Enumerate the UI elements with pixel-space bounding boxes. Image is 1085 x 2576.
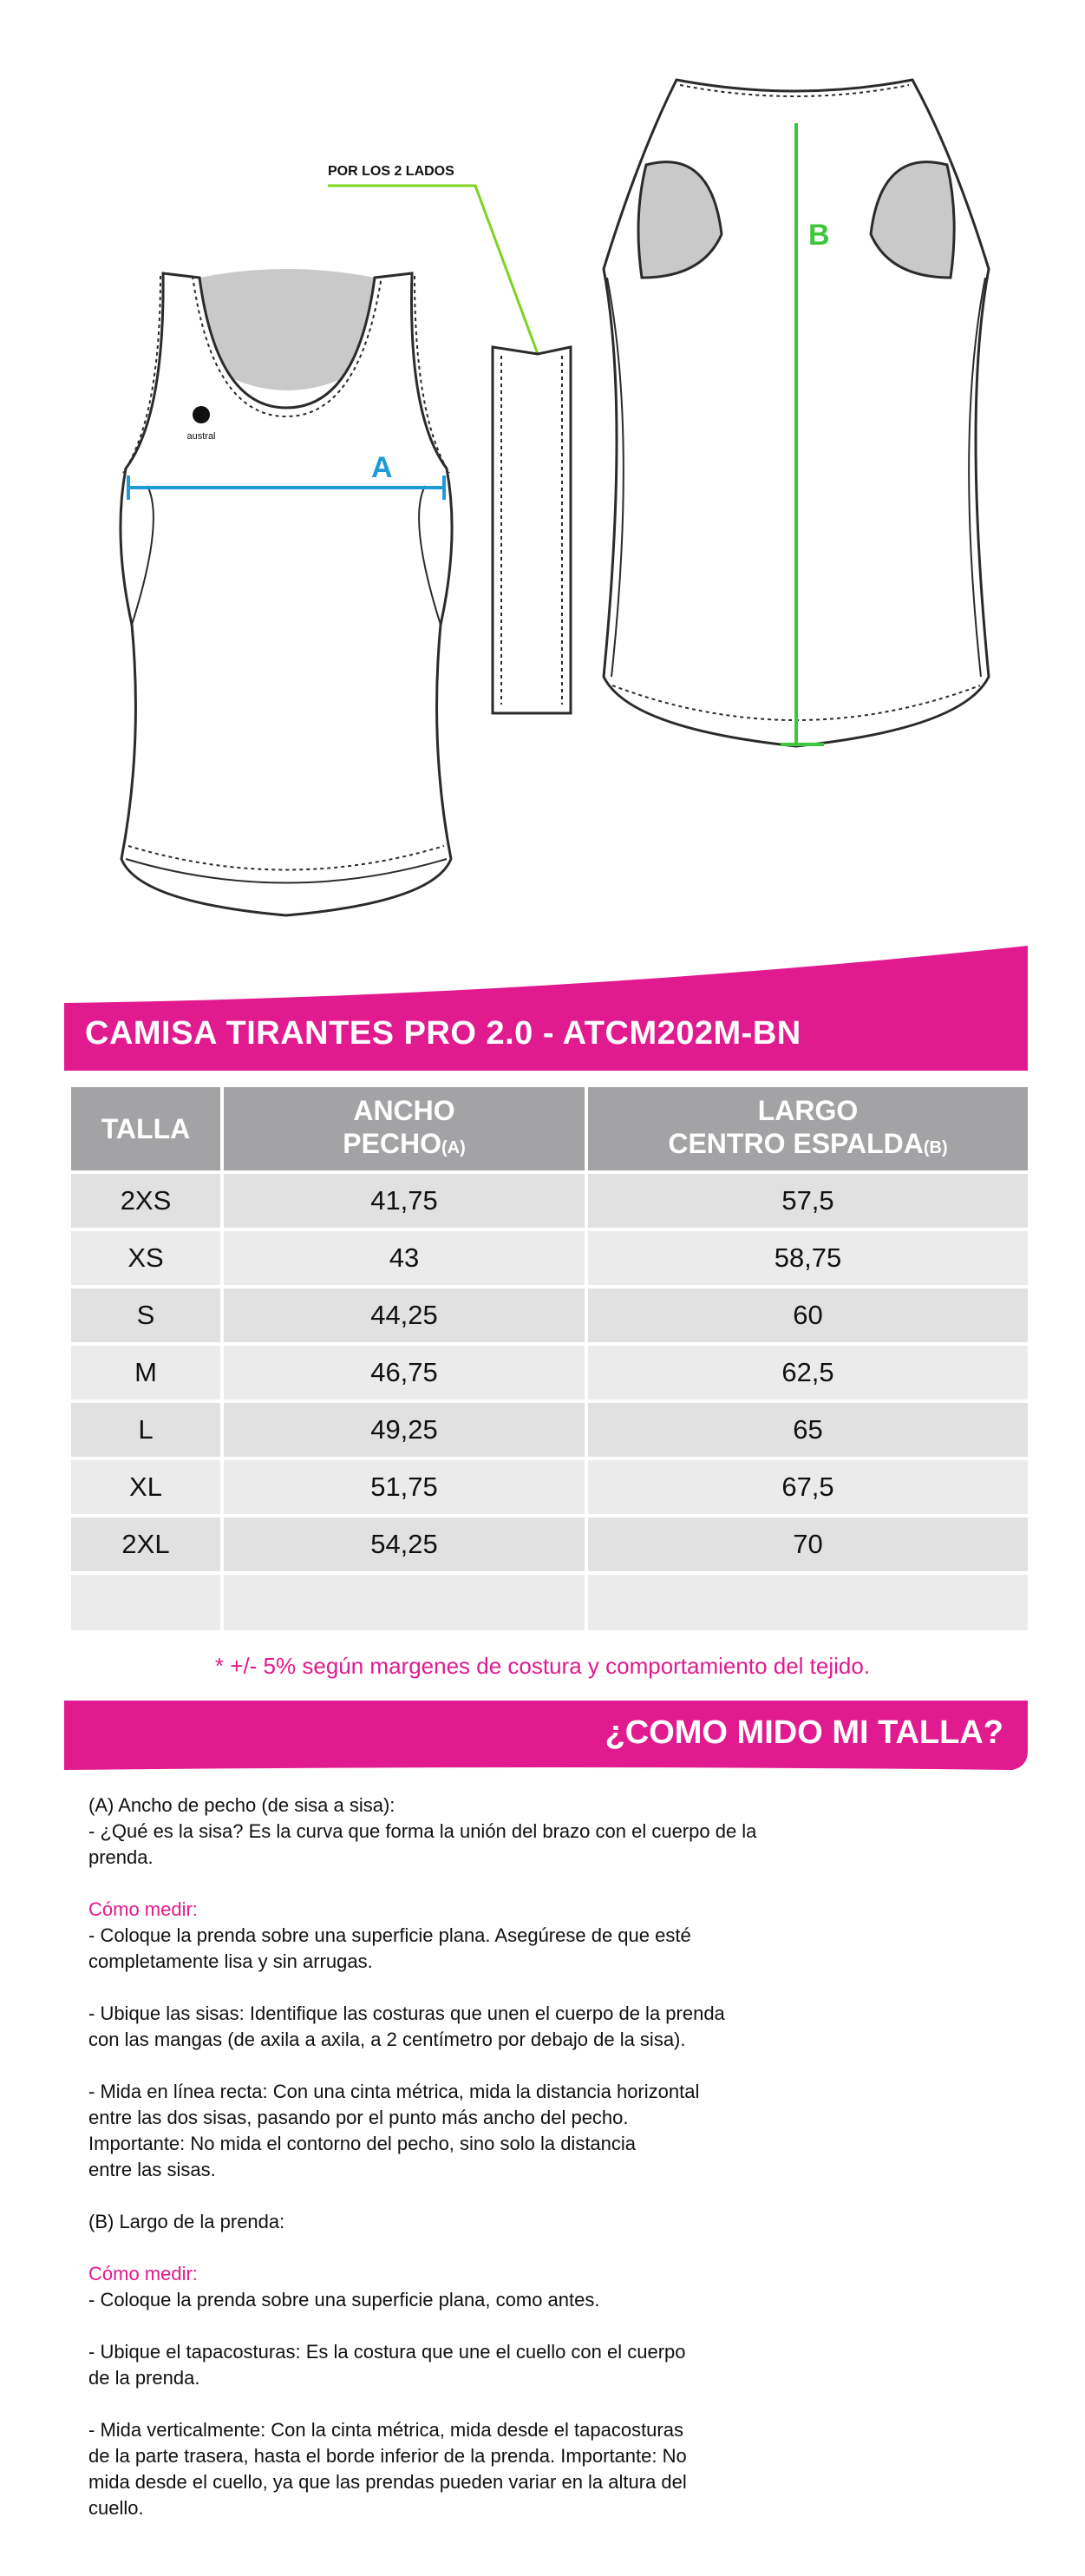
product-title-banner	[64, 946, 1028, 1071]
cell-largo: 70	[588, 1514, 1028, 1571]
cell-largo: 57,5	[588, 1170, 1028, 1228]
cell-ancho: 44,25	[224, 1285, 588, 1342]
como-medir-label: Cómo medir:	[88, 2263, 198, 2284]
instruction-text: - Ubique las sisas: Identifique las costuras que unen el cuerpo de la prenda	[88, 2002, 725, 2024]
instruction-text: Importante: No mida el contorno del pecho, sino solo la distancia	[88, 2133, 637, 2154]
tolerance-footnote: * +/- 5% según margenes de costura y comportamiento del tejido.	[214, 1653, 871, 1679]
table-row	[71, 1342, 1028, 1399]
table-row	[71, 1228, 1028, 1285]
instruction-text: con las mangas (de axila a axila, a 2 centímetro por debajo de la sisa).	[88, 2029, 686, 2050]
col-header-largo: LARGO CENTRO ESPALDA(B)	[588, 1087, 1028, 1170]
cell-largo: 65	[588, 1399, 1028, 1457]
instruction-text: entre las sisas.	[88, 2159, 216, 2180]
measure-a-label: A	[371, 451, 393, 484]
section-a-step-1	[88, 1897, 800, 1975]
cell-ancho: 43	[224, 1228, 588, 1285]
col-header-talla: TALLA	[71, 1087, 224, 1170]
front-view	[121, 269, 452, 915]
instruction-text: cuello.	[88, 2497, 144, 2519]
cell-talla: 2XL	[71, 1514, 224, 1571]
section-a-intro	[88, 1793, 800, 1871]
measuring-instructions	[88, 1793, 800, 2547]
instruction-text: - ¿Qué es la sisa? Es la curva que forma la unión del brazo con el cuerpo de la	[88, 1820, 757, 1842]
cell-largo	[588, 1571, 1028, 1630]
section-b-step-1	[88, 2261, 800, 2313]
cell-ancho: 54,25	[224, 1514, 588, 1571]
table-row	[71, 1457, 1028, 1514]
cell-talla: L	[71, 1399, 224, 1457]
side-callout-label: POR LOS 2 LADOS	[328, 164, 454, 179]
instruction-text: prenda.	[88, 1846, 154, 1868]
instruction-text: - Ubique el tapacosturas: Es la costura que une el cuello con el cuerpo	[88, 2341, 686, 2363]
section-b-intro	[88, 2209, 800, 2235]
cell-ancho: 46,75	[224, 1342, 588, 1399]
section-a-step-3	[88, 2079, 800, 2183]
cell-largo: 58,75	[588, 1228, 1028, 1285]
cell-talla: M	[71, 1342, 224, 1399]
cell-ancho	[224, 1571, 588, 1630]
cell-talla: XL	[71, 1457, 224, 1514]
instruction-text: de la prenda.	[88, 2367, 200, 2389]
table-row	[71, 1571, 1028, 1630]
instruction-text: entre las dos sisas, pasando por el punto más ancho del pecho.	[88, 2107, 629, 2128]
cell-talla: S	[71, 1285, 224, 1342]
size-table	[71, 1087, 1028, 1630]
table-row	[71, 1514, 1028, 1571]
table-row	[71, 1399, 1028, 1457]
section-a-heading: (A) Ancho de pecho (de sisa a sisa):	[88, 1794, 395, 1816]
cell-talla: XS	[71, 1228, 224, 1285]
instruction-text: de la parte trasera, hasta el borde inferior de la prenda. Importante: No	[88, 2445, 687, 2467]
howto-title: ¿COMO MIDO MI TALLA?	[605, 1714, 1003, 1751]
cell-talla: 2XS	[71, 1170, 224, 1228]
cell-largo: 60	[588, 1285, 1028, 1342]
cell-ancho: 49,25	[224, 1399, 588, 1457]
section-b-heading: (B) Largo de la prenda:	[88, 2211, 285, 2232]
cell-largo: 62,5	[588, 1342, 1028, 1399]
instruction-text: completamente lisa y sin arrugas.	[88, 1950, 373, 1972]
measure-b-label: B	[808, 219, 830, 252]
cell-largo: 67,5	[588, 1457, 1028, 1514]
instruction-text: mida desde el cuello, ya que las prendas pueden variar en la altura del	[88, 2471, 687, 2493]
instruction-text: - Coloque la prenda sobre una superficie plana. Asegúrese de que esté	[88, 1924, 691, 1946]
cell-ancho: 51,75	[224, 1457, 588, 1514]
instruction-text: - Mida verticalmente: Con la cinta métrica, mida desde el tapacosturas	[88, 2419, 683, 2441]
garment-illustration	[0, 0, 1085, 954]
cell-talla	[71, 1571, 224, 1630]
product-title: CAMISA TIRANTES PRO 2.0 - ATCM202M-BN	[85, 1015, 801, 1052]
table-row	[71, 1285, 1028, 1342]
instruction-text: - Mida en línea recta: Con una cinta métrica, mida la distancia horizontal	[88, 2081, 700, 2102]
instruction-text: - Coloque la prenda sobre una superficie plana, como antes.	[88, 2289, 600, 2311]
section-b-step-3	[88, 2417, 800, 2521]
section-b-step-2	[88, 2339, 800, 2391]
table-row	[71, 1170, 1028, 1228]
como-medir-label: Cómo medir:	[88, 1898, 198, 1920]
section-a-step-2	[88, 2001, 800, 2053]
howto-banner	[64, 1701, 1028, 1772]
table-header-row	[71, 1087, 1028, 1170]
cell-ancho: 41,75	[224, 1170, 588, 1228]
brand-logo-text: austral	[186, 431, 216, 442]
col-header-ancho: ANCHO PECHO(A)	[224, 1087, 588, 1170]
